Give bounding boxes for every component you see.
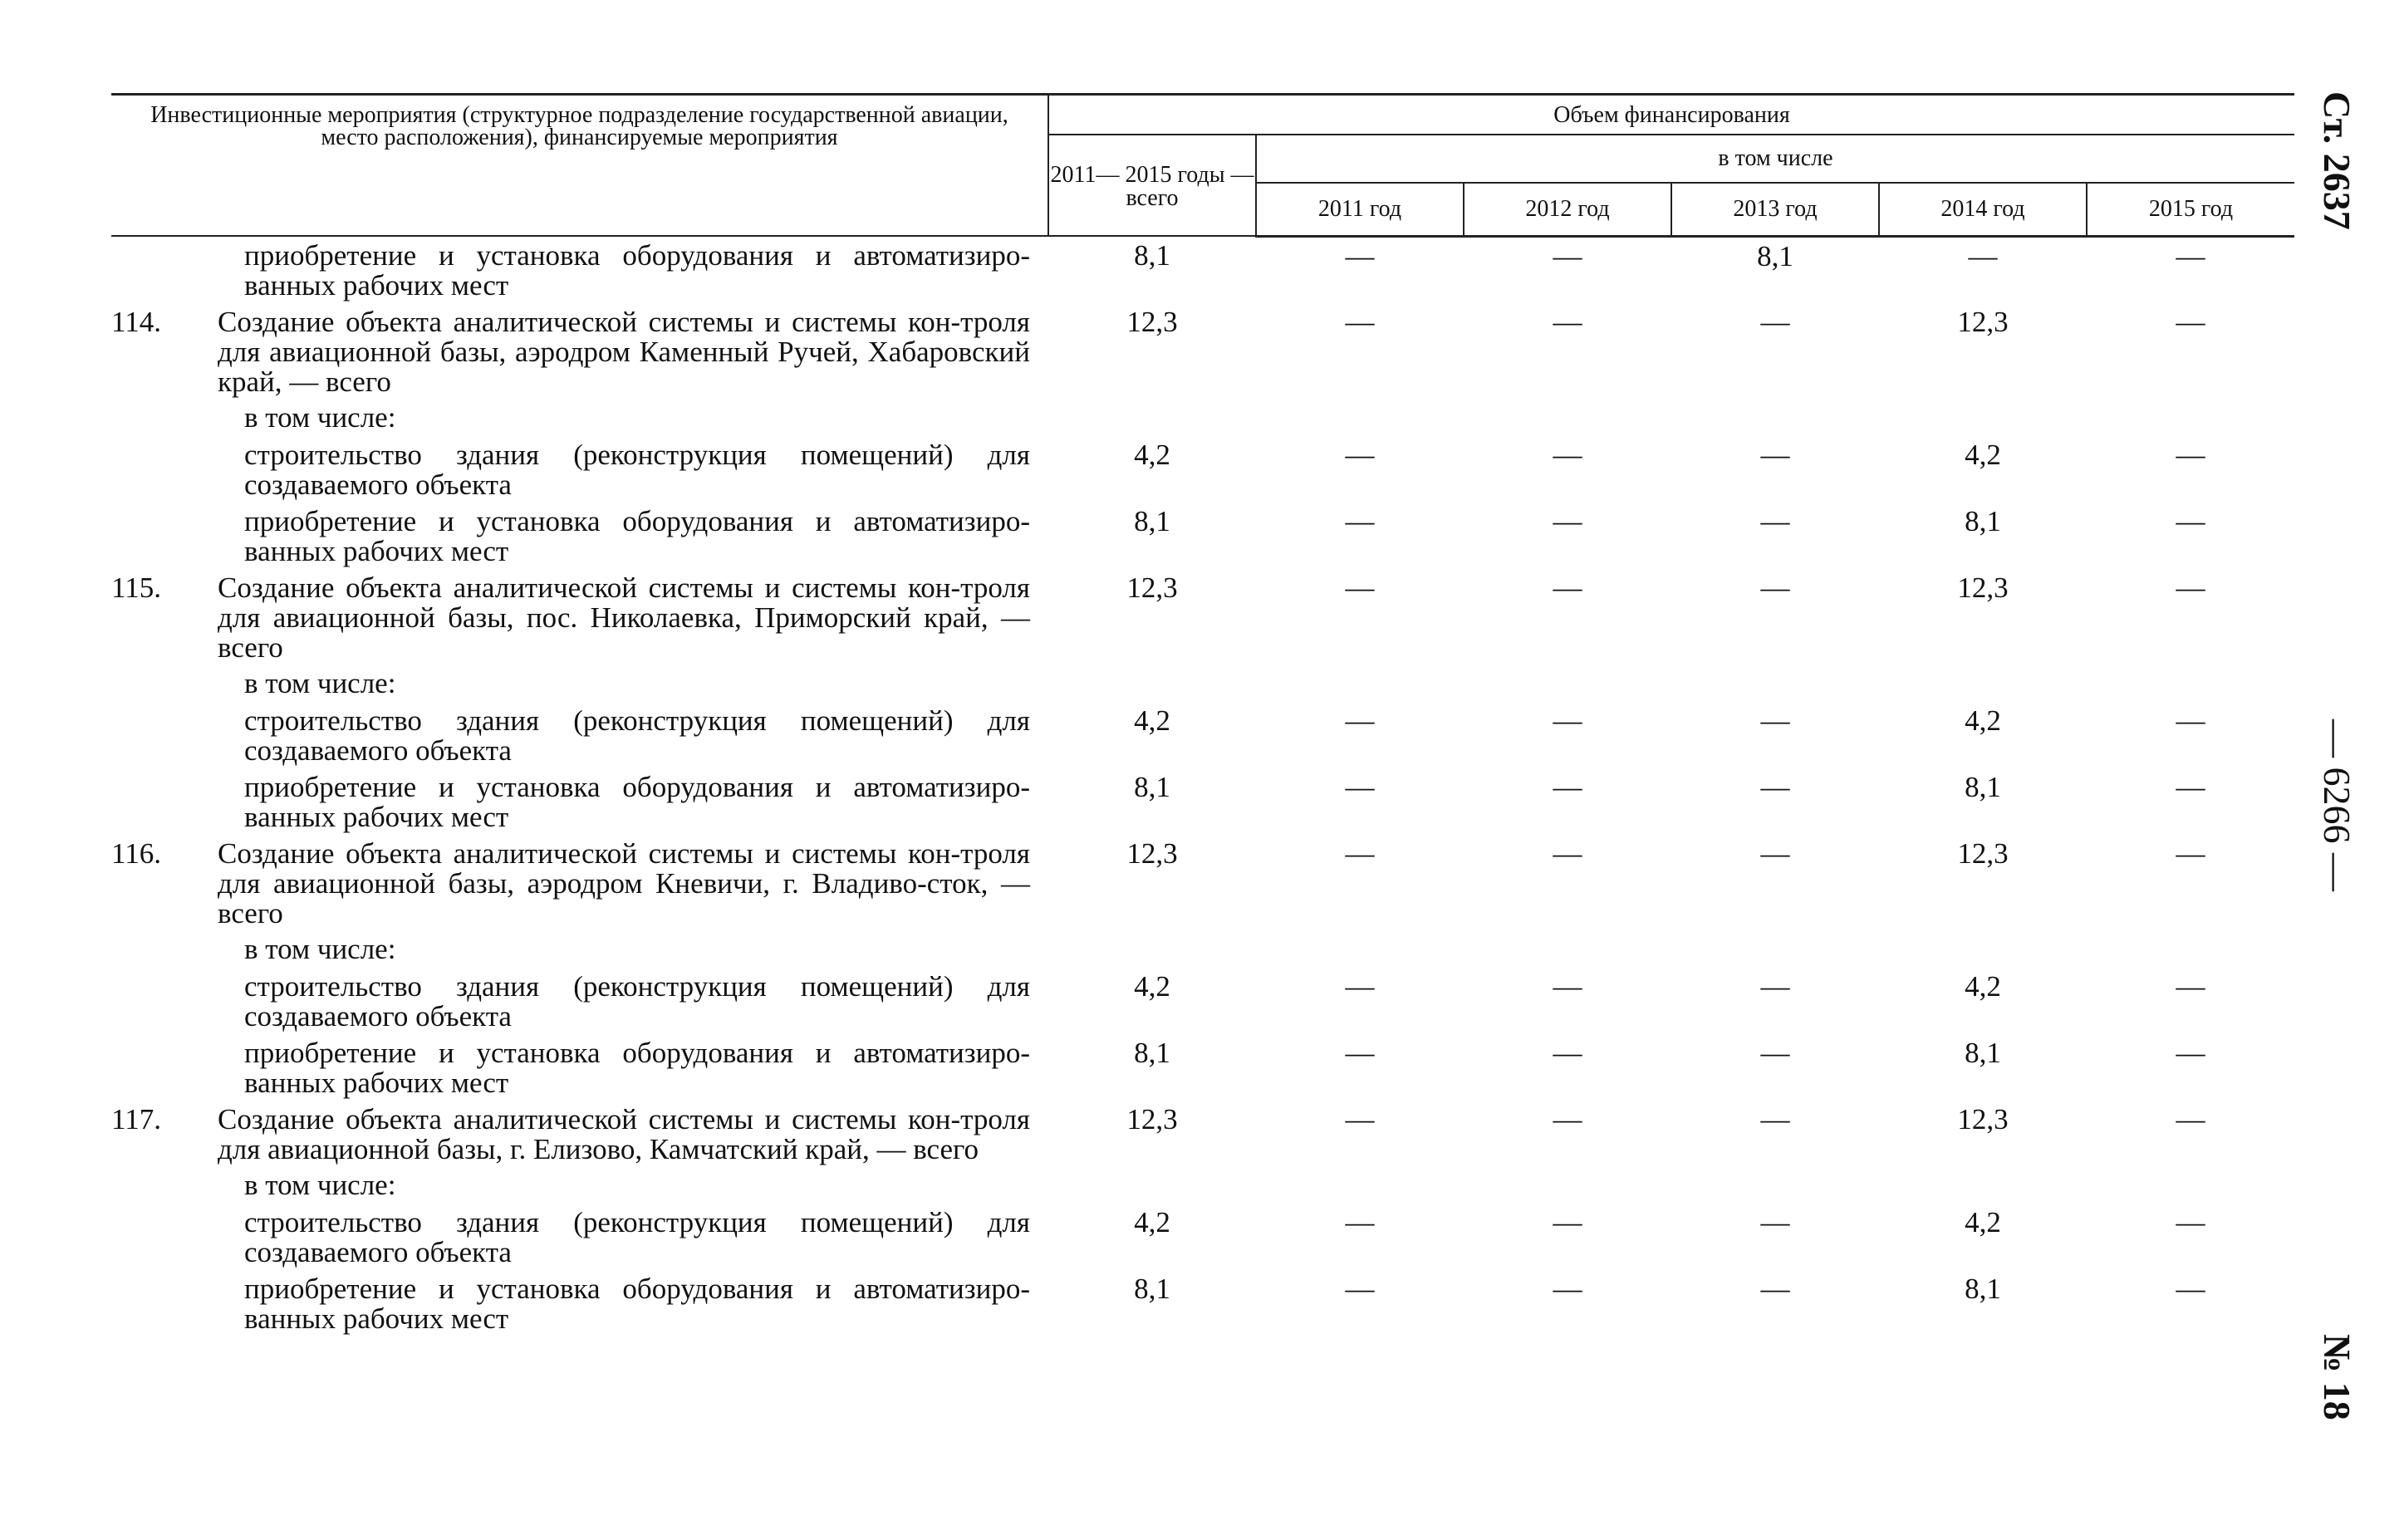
funding-volume-header: Объем финансирования: [1048, 95, 2294, 135]
measure-description: в том числе:: [244, 933, 396, 965]
value-2012: —: [1553, 571, 1582, 604]
value-2011: —: [1345, 239, 1375, 272]
value-2011: —: [1345, 1103, 1375, 1135]
total-value: 8,1: [1134, 771, 1170, 803]
value-2012: —: [1553, 306, 1582, 338]
value-2012: [1464, 1167, 1671, 1204]
measure-description: строительство здания (реконструкция помещений) для создаваемого объекта: [244, 439, 1030, 501]
value-2014: 8,1: [1965, 771, 2001, 803]
item-number: [111, 1204, 218, 1270]
value-2012: [1464, 400, 1671, 436]
value-2014: 12,3: [1957, 1103, 2009, 1135]
table-row: [111, 569, 2294, 665]
measure-description: Создание объекта аналитической системы и системы кон-троля для авиационной базы, аэродром Кневичи, г. Владиво-сток, — всего: [218, 837, 1030, 929]
value-2015: —: [2176, 704, 2205, 737]
value-2013: —: [1760, 1037, 1790, 1069]
value-2012: —: [1553, 970, 1582, 1003]
value-2015: —: [2176, 771, 2205, 803]
measure-description: Создание объекта аналитической системы и системы кон-троля для авиационной базы, г. Елизово, Камчатский край, — всего: [218, 1103, 1030, 1165]
value-2013: —: [1760, 970, 1790, 1003]
value-2013: [1671, 665, 1879, 702]
table-row: [111, 400, 2294, 436]
total-header: 2011— 2015 годы — всего: [1048, 135, 1256, 236]
table-header: [111, 95, 2294, 237]
value-2012: —: [1553, 1273, 1582, 1305]
measure-description: Создание объекта аналитической системы и системы кон-троля для авиационной базы, пос. Николаевка, Приморский край, — всего: [218, 571, 1030, 664]
measure-description: в том числе:: [244, 1169, 396, 1201]
value-2013: —: [1760, 306, 1790, 338]
value-2013: —: [1760, 1273, 1790, 1305]
measure-description: приобретение и установка оборудования и автоматизиро-ванных рабочих мест: [244, 1273, 1030, 1335]
value-2014: 12,3: [1957, 837, 2009, 870]
item-number: [111, 968, 218, 1034]
value-2012: —: [1553, 439, 1582, 471]
total-value: 12,3: [1126, 837, 1178, 870]
item-number: [111, 665, 218, 702]
item-number: [111, 1034, 218, 1101]
value-2014: [1879, 1167, 2087, 1204]
value-2013: 8,1: [1757, 239, 1793, 272]
item-number: [111, 400, 218, 436]
value-2011: —: [1345, 571, 1375, 604]
value-2014: [1879, 665, 2087, 702]
table-row: [111, 768, 2294, 835]
table-row: [111, 931, 2294, 968]
total-value: 8,1: [1134, 505, 1170, 537]
total-value: 4,2: [1134, 439, 1170, 471]
item-number: [111, 1167, 218, 1204]
value-2012: —: [1553, 1037, 1582, 1069]
value-2011: —: [1345, 1037, 1375, 1069]
value-2011: [1256, 400, 1464, 436]
measure-description: приобретение и установка оборудования и автоматизиро-ванных рабочих мест: [244, 239, 1030, 302]
table-row: [111, 1101, 2294, 1167]
total-value: 4,2: [1134, 704, 1170, 737]
measure-description: строительство здания (реконструкция помещений) для создаваемого объекта: [244, 970, 1030, 1032]
table-row: [111, 1034, 2294, 1101]
value-2014: 12,3: [1957, 571, 2009, 604]
measure-description: Создание объекта аналитической системы и системы кон-троля для авиационной базы, аэродром Каменный Ручей, Хабаровский край, — всего: [218, 306, 1030, 398]
item-number: 115.: [111, 571, 161, 604]
value-2015: —: [2176, 239, 2205, 272]
value-2012: —: [1553, 1103, 1582, 1135]
value-2011: —: [1345, 505, 1375, 537]
value-2011: [1256, 1167, 1464, 1204]
value-2011: —: [1345, 970, 1375, 1003]
value-2013: [1671, 1167, 1879, 1204]
value-2012: —: [1553, 837, 1582, 870]
value-2013: —: [1760, 571, 1790, 604]
value-2012: —: [1553, 239, 1582, 272]
value-2015: [2087, 665, 2294, 702]
measures-header: Инвестиционные мероприятия (структурное подразделение государственной авиации, место расположения), финансируемые мероприятия: [111, 95, 1048, 237]
total-value: 8,1: [1134, 1037, 1170, 1069]
table-row: [111, 236, 2294, 303]
value-2013: —: [1760, 704, 1790, 737]
value-2014: —: [1968, 239, 1998, 272]
value-2011: —: [1345, 837, 1375, 870]
value-2014: 4,2: [1965, 704, 2001, 737]
value-2011: —: [1345, 771, 1375, 803]
item-number: 117.: [111, 1103, 161, 1135]
total-value: 12,3: [1126, 306, 1178, 338]
value-2012: —: [1553, 771, 1582, 803]
value-2011: [1256, 665, 1464, 702]
value-2015: —: [2176, 306, 2205, 338]
including-header: в том числе: [1256, 135, 2294, 183]
item-number: 114.: [111, 306, 161, 338]
value-2014: [1879, 400, 2087, 436]
total-value: [1048, 1167, 1256, 1204]
value-2014: 4,2: [1965, 439, 2001, 471]
measure-description: приобретение и установка оборудования и автоматизиро-ванных рабочих мест: [244, 771, 1030, 833]
measure-description: приобретение и установка оборудования и автоматизиро-ванных рабочих мест: [244, 1037, 1030, 1099]
value-2015: —: [2176, 970, 2205, 1003]
value-2014: 8,1: [1965, 505, 2001, 537]
value-2013: —: [1760, 837, 1790, 870]
item-number: [111, 702, 218, 768]
value-2013: —: [1760, 505, 1790, 537]
page-number: — 6266 —: [2316, 719, 2358, 891]
year-header-2011: 2011 год: [1256, 183, 1464, 237]
value-2013: —: [1760, 439, 1790, 471]
value-2011: —: [1345, 1273, 1375, 1305]
value-2011: —: [1345, 306, 1375, 338]
total-value: [1048, 665, 1256, 702]
table-row: [111, 968, 2294, 1034]
value-2013: [1671, 931, 1879, 968]
total-value: 8,1: [1134, 1273, 1170, 1305]
value-2014: 8,1: [1965, 1273, 2001, 1305]
value-2011: [1256, 931, 1464, 968]
total-value: 4,2: [1134, 970, 1170, 1003]
total-value: 8,1: [1134, 239, 1170, 272]
total-value: 12,3: [1126, 571, 1178, 604]
value-2015: —: [2176, 571, 2205, 604]
value-2011: —: [1345, 704, 1375, 737]
item-number: [111, 503, 218, 569]
value-2012: [1464, 665, 1671, 702]
measure-description: в том числе:: [244, 401, 396, 434]
value-2014: 4,2: [1965, 1206, 2001, 1238]
value-2014: 4,2: [1965, 970, 2001, 1003]
value-2015: —: [2176, 1273, 2205, 1305]
value-2015: [2087, 1167, 2294, 1204]
value-2015: [2087, 931, 2294, 968]
total-value: [1048, 931, 1256, 968]
measure-description: строительство здания (реконструкция помещений) для создаваемого объекта: [244, 704, 1030, 767]
table-body: [111, 236, 2294, 1336]
table-row: [111, 303, 2294, 400]
year-header-2012: 2012 год: [1464, 183, 1671, 237]
value-2013: —: [1760, 771, 1790, 803]
value-2015: —: [2176, 1103, 2205, 1135]
value-2015: —: [2176, 505, 2205, 537]
year-header-2013: 2013 год: [1671, 183, 1879, 237]
item-number: [111, 436, 218, 503]
value-2015: [2087, 400, 2294, 436]
value-2015: —: [2176, 439, 2205, 471]
table-row: [111, 1270, 2294, 1336]
item-number: [111, 768, 218, 835]
value-2012: —: [1553, 505, 1582, 537]
value-2014: 12,3: [1957, 306, 2009, 338]
table-row: [111, 665, 2294, 702]
table-row: [111, 1167, 2294, 1204]
value-2011: —: [1345, 439, 1375, 471]
item-number: [111, 236, 218, 303]
value-2013: [1671, 400, 1879, 436]
total-value: [1048, 400, 1256, 436]
value-2014: 8,1: [1965, 1037, 2001, 1069]
issue-number: № 18: [2316, 1334, 2358, 1420]
year-header-2014: 2014 год: [1879, 183, 2087, 237]
table-row: [111, 835, 2294, 931]
value-2015: —: [2176, 837, 2205, 870]
item-number: [111, 1270, 218, 1336]
total-value: 12,3: [1126, 1103, 1178, 1135]
measure-description: строительство здания (реконструкция помещений) для создаваемого объекта: [244, 1206, 1030, 1268]
value-2014: [1879, 931, 2087, 968]
value-2015: —: [2176, 1037, 2205, 1069]
value-2012: —: [1553, 704, 1582, 737]
financing-table: [111, 93, 2294, 1336]
measure-description: в том числе:: [244, 667, 396, 699]
article-number: Ст. 2637: [2316, 91, 2358, 230]
year-header-2015: 2015 год: [2087, 183, 2294, 237]
table-row: [111, 436, 2294, 503]
item-number: [111, 931, 218, 968]
table-row: [111, 503, 2294, 569]
value-2011: —: [1345, 1206, 1375, 1238]
total-value: 4,2: [1134, 1206, 1170, 1238]
measure-description: приобретение и установка оборудования и автоматизиро-ванных рабочих мест: [244, 505, 1030, 567]
item-number: 116.: [111, 837, 161, 870]
value-2015: —: [2176, 1206, 2205, 1238]
value-2012: [1464, 931, 1671, 968]
value-2013: —: [1760, 1206, 1790, 1238]
value-2012: —: [1553, 1206, 1582, 1238]
table-row: [111, 702, 2294, 768]
table-row: [111, 1204, 2294, 1270]
value-2013: —: [1760, 1103, 1790, 1135]
